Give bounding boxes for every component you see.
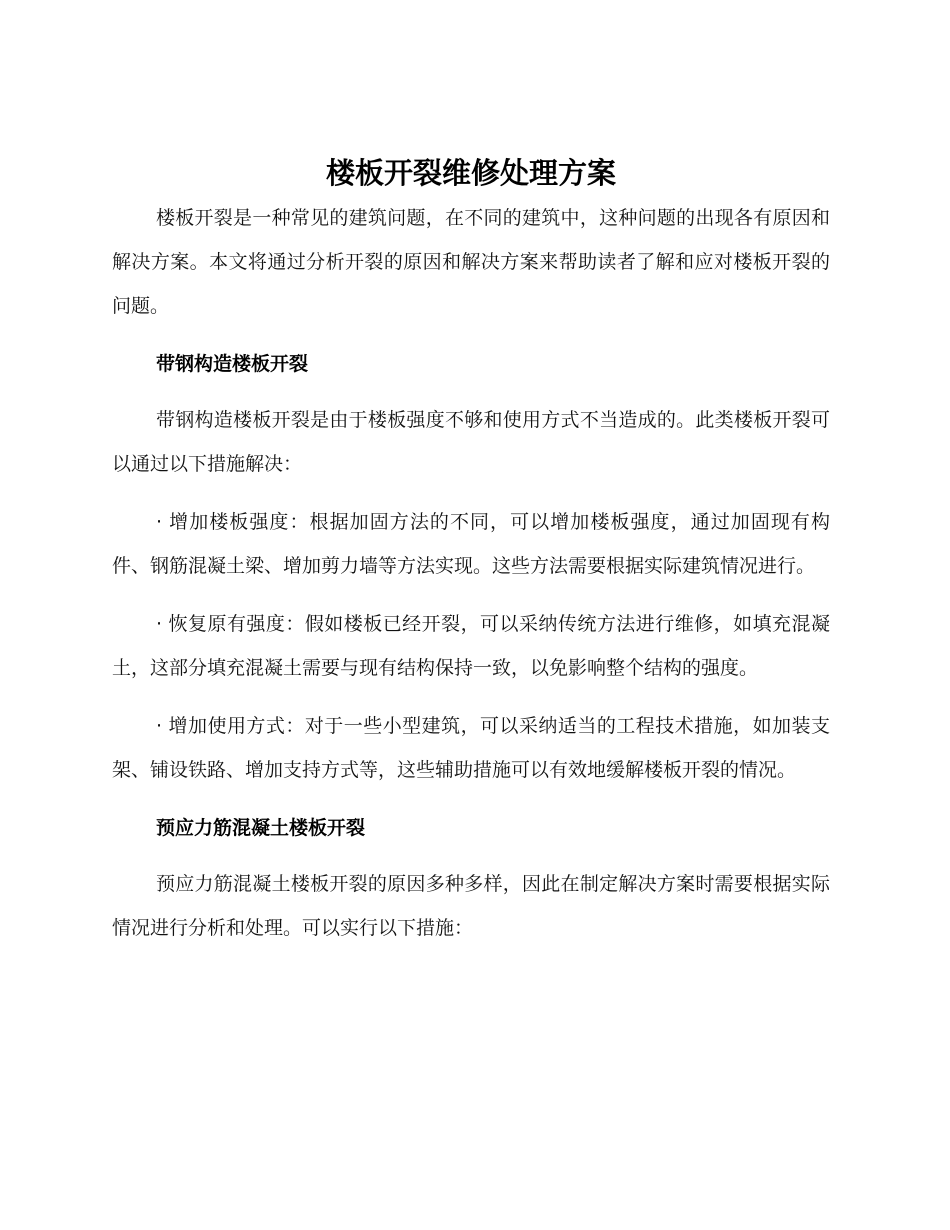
list-item: · 增加使用方式：对于一些小型建筑，可以采纳适当的工程技术措施，如加装支架、铺设铁路、增加支持方式等，这些辅助措施可以有效地缓解楼板开裂的情况。 — [112, 715, 830, 781]
section-heading-prestressed: 预应力筋混凝土楼板开裂 — [156, 817, 366, 839]
intro-paragraph: 楼板开裂是一种常见的建筑问题，在不同的建筑中，这种问题的出现各有原因和解决方案。本文将通过分析开裂的原因和解决方案来帮助读者了解和应对楼板开裂的问题。 — [112, 207, 830, 317]
list-item: · 增加楼板强度：根据加固方法的不同，可以增加楼板强度，通过加固现有构件、钢筋混凝土梁、增加剪力墙等方法实现。这些方法需要根据实际建筑情况进行。 — [112, 511, 830, 577]
section-body-prestressed: 预应力筋混凝土楼板开裂的原因多种多样，因此在制定解决方案时需要根据实际情况进行分析和处理。可以实行以下措施： — [112, 873, 830, 939]
list-item: · 恢复原有强度：假如楼板已经开裂，可以采纳传统方法进行维修，如填充混凝土，这部分填充混凝土需要与现有结构保持一致，以免影响整个结构的强度。 — [112, 613, 830, 679]
section-body-steel: 带钢构造楼板开裂是由于楼板强度不够和使用方式不当造成的。此类楼板开裂可以通过以下措施解决： — [112, 409, 830, 475]
section-heading-steel: 带钢构造楼板开裂 — [156, 353, 309, 375]
page-title: 楼板开裂维修处理方案 — [325, 156, 616, 190]
document-content — [112, 150, 830, 950]
